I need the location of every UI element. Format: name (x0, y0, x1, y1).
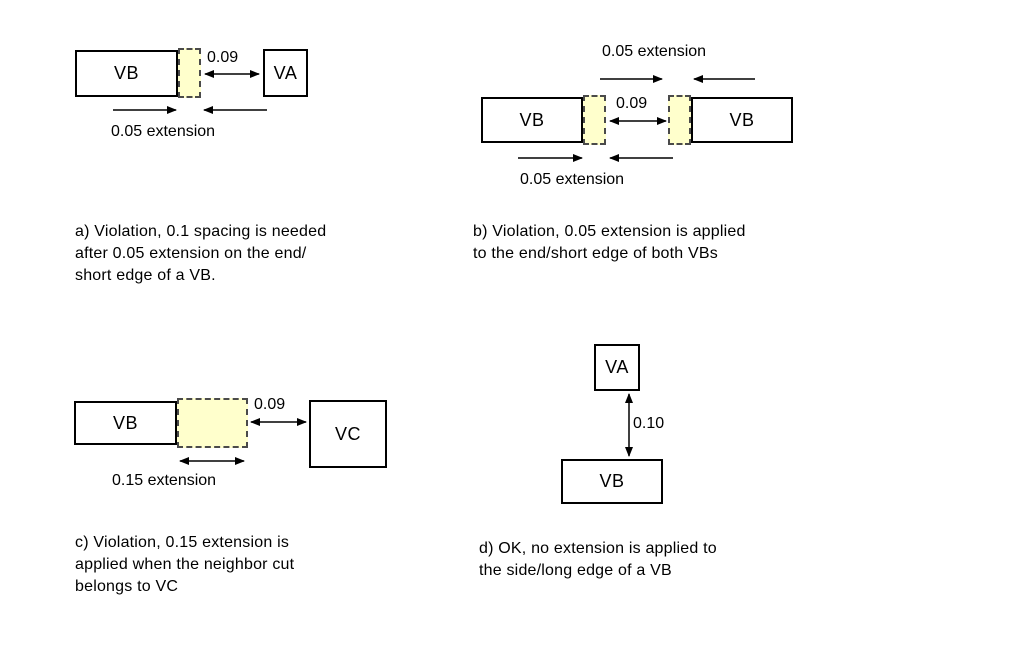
panel-c-extension-label: 0.15 extension (112, 472, 217, 489)
panel-b-right-extension-region (668, 95, 691, 145)
caption-line: b) Violation, 0.05 extension is applied (473, 223, 746, 240)
panel-d-vb-box: VB (561, 459, 663, 504)
caption-line: a) Violation, 0.1 spacing is needed (75, 223, 327, 240)
panel-a-va-box: VA (263, 49, 308, 97)
caption-line: c) Violation, 0.15 extension is (75, 534, 290, 551)
panel-d-caption (479, 538, 819, 582)
panel-c-extension-region (177, 398, 248, 448)
panel-c-spacing-label: 0.09 (254, 396, 286, 413)
panel-a-caption (75, 221, 445, 287)
caption-line: applied when the neighbor cut (75, 556, 295, 573)
caption-line: the side/long edge of a VB (479, 562, 672, 579)
panel-b-vb-right-box: VB (691, 97, 793, 143)
panel-c-vc-box: VC (309, 400, 387, 468)
panel-d-va-box: VA (594, 344, 640, 391)
panel-b-bottom-extension-label: 0.05 extension (520, 171, 625, 188)
panel-b-spacing-label: 0.09 (616, 95, 648, 112)
panel-b-left-extension-region (583, 95, 606, 145)
panel-c-caption (75, 532, 415, 598)
caption-line: after 0.05 extension on the end/ (75, 245, 307, 262)
panel-a-extension-label: 0.05 extension (111, 123, 216, 140)
caption-line: short edge of a VB. (75, 267, 216, 284)
panel-a-spacing-label: 0.09 (207, 49, 239, 66)
panel-a-vb-box: VB (75, 50, 178, 97)
panel-a-extension-region (178, 48, 201, 98)
caption-line: belongs to VC (75, 578, 179, 595)
panel-b-top-extension-label: 0.05 extension (602, 43, 707, 60)
panel-c-vb-box: VB (74, 401, 177, 445)
caption-line: d) OK, no extension is applied to (479, 540, 717, 557)
panel-d-spacing-label: 0.10 (633, 415, 665, 432)
panel-b-vb-left-box: VB (481, 97, 583, 143)
panel-b-caption (473, 221, 813, 265)
caption-line: to the end/short edge of both VBs (473, 245, 718, 262)
